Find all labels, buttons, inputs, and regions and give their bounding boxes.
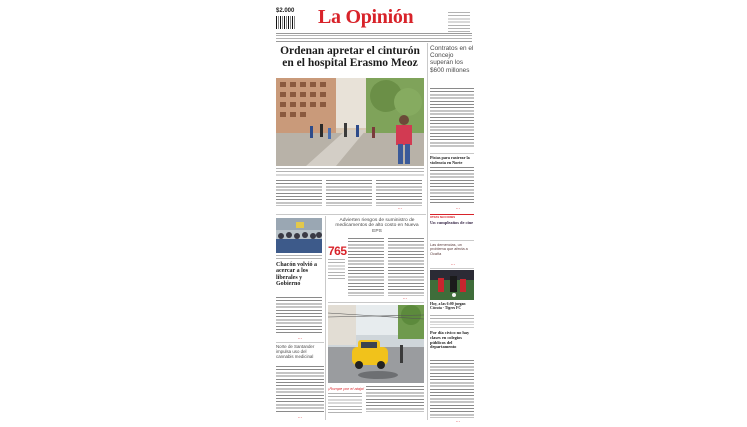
soccer-match-image	[430, 270, 474, 300]
right-second-headline: Pistas para rastrear la violencia en Norte	[430, 155, 470, 165]
lead-body-col-2	[326, 180, 372, 206]
dateline	[276, 35, 472, 39]
right-item-4-body	[430, 360, 474, 418]
bottom-left-body	[276, 366, 324, 414]
masthead-title: La Opinión	[318, 6, 414, 28]
bottom-left-more[interactable]: ▪ ▪ ▪	[298, 416, 302, 419]
political-event-image	[276, 218, 322, 253]
section-label: OTRAS SECCIONES	[430, 216, 456, 219]
middle-center-headline: Advierten riesgos de suministro de medicamentos de alto costo en Nueva EPS	[335, 218, 419, 234]
stat-number: 765	[328, 244, 347, 258]
right-second-more[interactable]: ▪ ▪ ▪	[456, 207, 460, 210]
right-second-body	[430, 167, 474, 205]
middle-center-body-1	[348, 238, 384, 296]
right-item-4[interactable]: Por día cívico no hay clases en colegios públicos del departamento	[430, 330, 470, 350]
soccer-photo	[430, 270, 474, 300]
assembly-photo	[276, 218, 322, 253]
street-photo-caption: ¡Rompe por el atajo!	[328, 386, 365, 391]
right-top-body	[430, 88, 474, 148]
right-top-headline: Contratos en el Concejo superan los $600 millones	[430, 45, 474, 74]
assembly-caption	[276, 255, 322, 260]
stat-caption	[328, 259, 345, 281]
lead-more-link[interactable]: ▪ ▪ ▪	[398, 207, 402, 210]
barcode	[276, 16, 295, 29]
middle-left-body	[276, 297, 322, 335]
right-item-2-more[interactable]: ▪ ▪ ▪	[451, 263, 455, 266]
hospital-street-scene	[276, 78, 424, 166]
lead-body-col-3	[376, 180, 422, 206]
lead-caption	[276, 168, 424, 177]
street-body	[366, 386, 424, 412]
street-photo	[328, 305, 424, 383]
right-item-3-body	[430, 315, 474, 325]
middle-center-body-2	[388, 238, 424, 296]
right-item-2[interactable]: Las demencias, un problema que afecta a Ocaña	[430, 243, 468, 256]
street-caption-body	[328, 393, 362, 413]
middle-left-headline: Chacón volvió a acercar a los liberales y Gobierno	[276, 262, 318, 288]
masthead-right-info	[448, 12, 470, 32]
right-item-1[interactable]: Un cumpleaños de cine	[430, 220, 474, 225]
bottom-left-headline: Norte de Santander impulsa uso del cannabis medicinal	[276, 344, 315, 359]
right-item-3[interactable]: Hoy, a las 6:00 juegan Cúcuta - Tigres FC	[430, 302, 466, 311]
lead-headline: Ordenan apretar el cinturón en el hospital Erasmo Meoz	[280, 45, 420, 70]
price-tag: $2.000	[276, 8, 295, 14]
middle-center-more[interactable]: ▪ ▪ ▪	[403, 297, 407, 300]
right-item-4-more[interactable]: ▪ ▪ ▪	[456, 420, 460, 423]
middle-left-more[interactable]: ▪ ▪ ▪	[298, 337, 302, 340]
lead-body-col-1	[276, 180, 322, 206]
taxi-street-image	[328, 305, 424, 383]
newspaper-front-page	[268, 0, 480, 427]
lead-photo	[276, 78, 424, 166]
